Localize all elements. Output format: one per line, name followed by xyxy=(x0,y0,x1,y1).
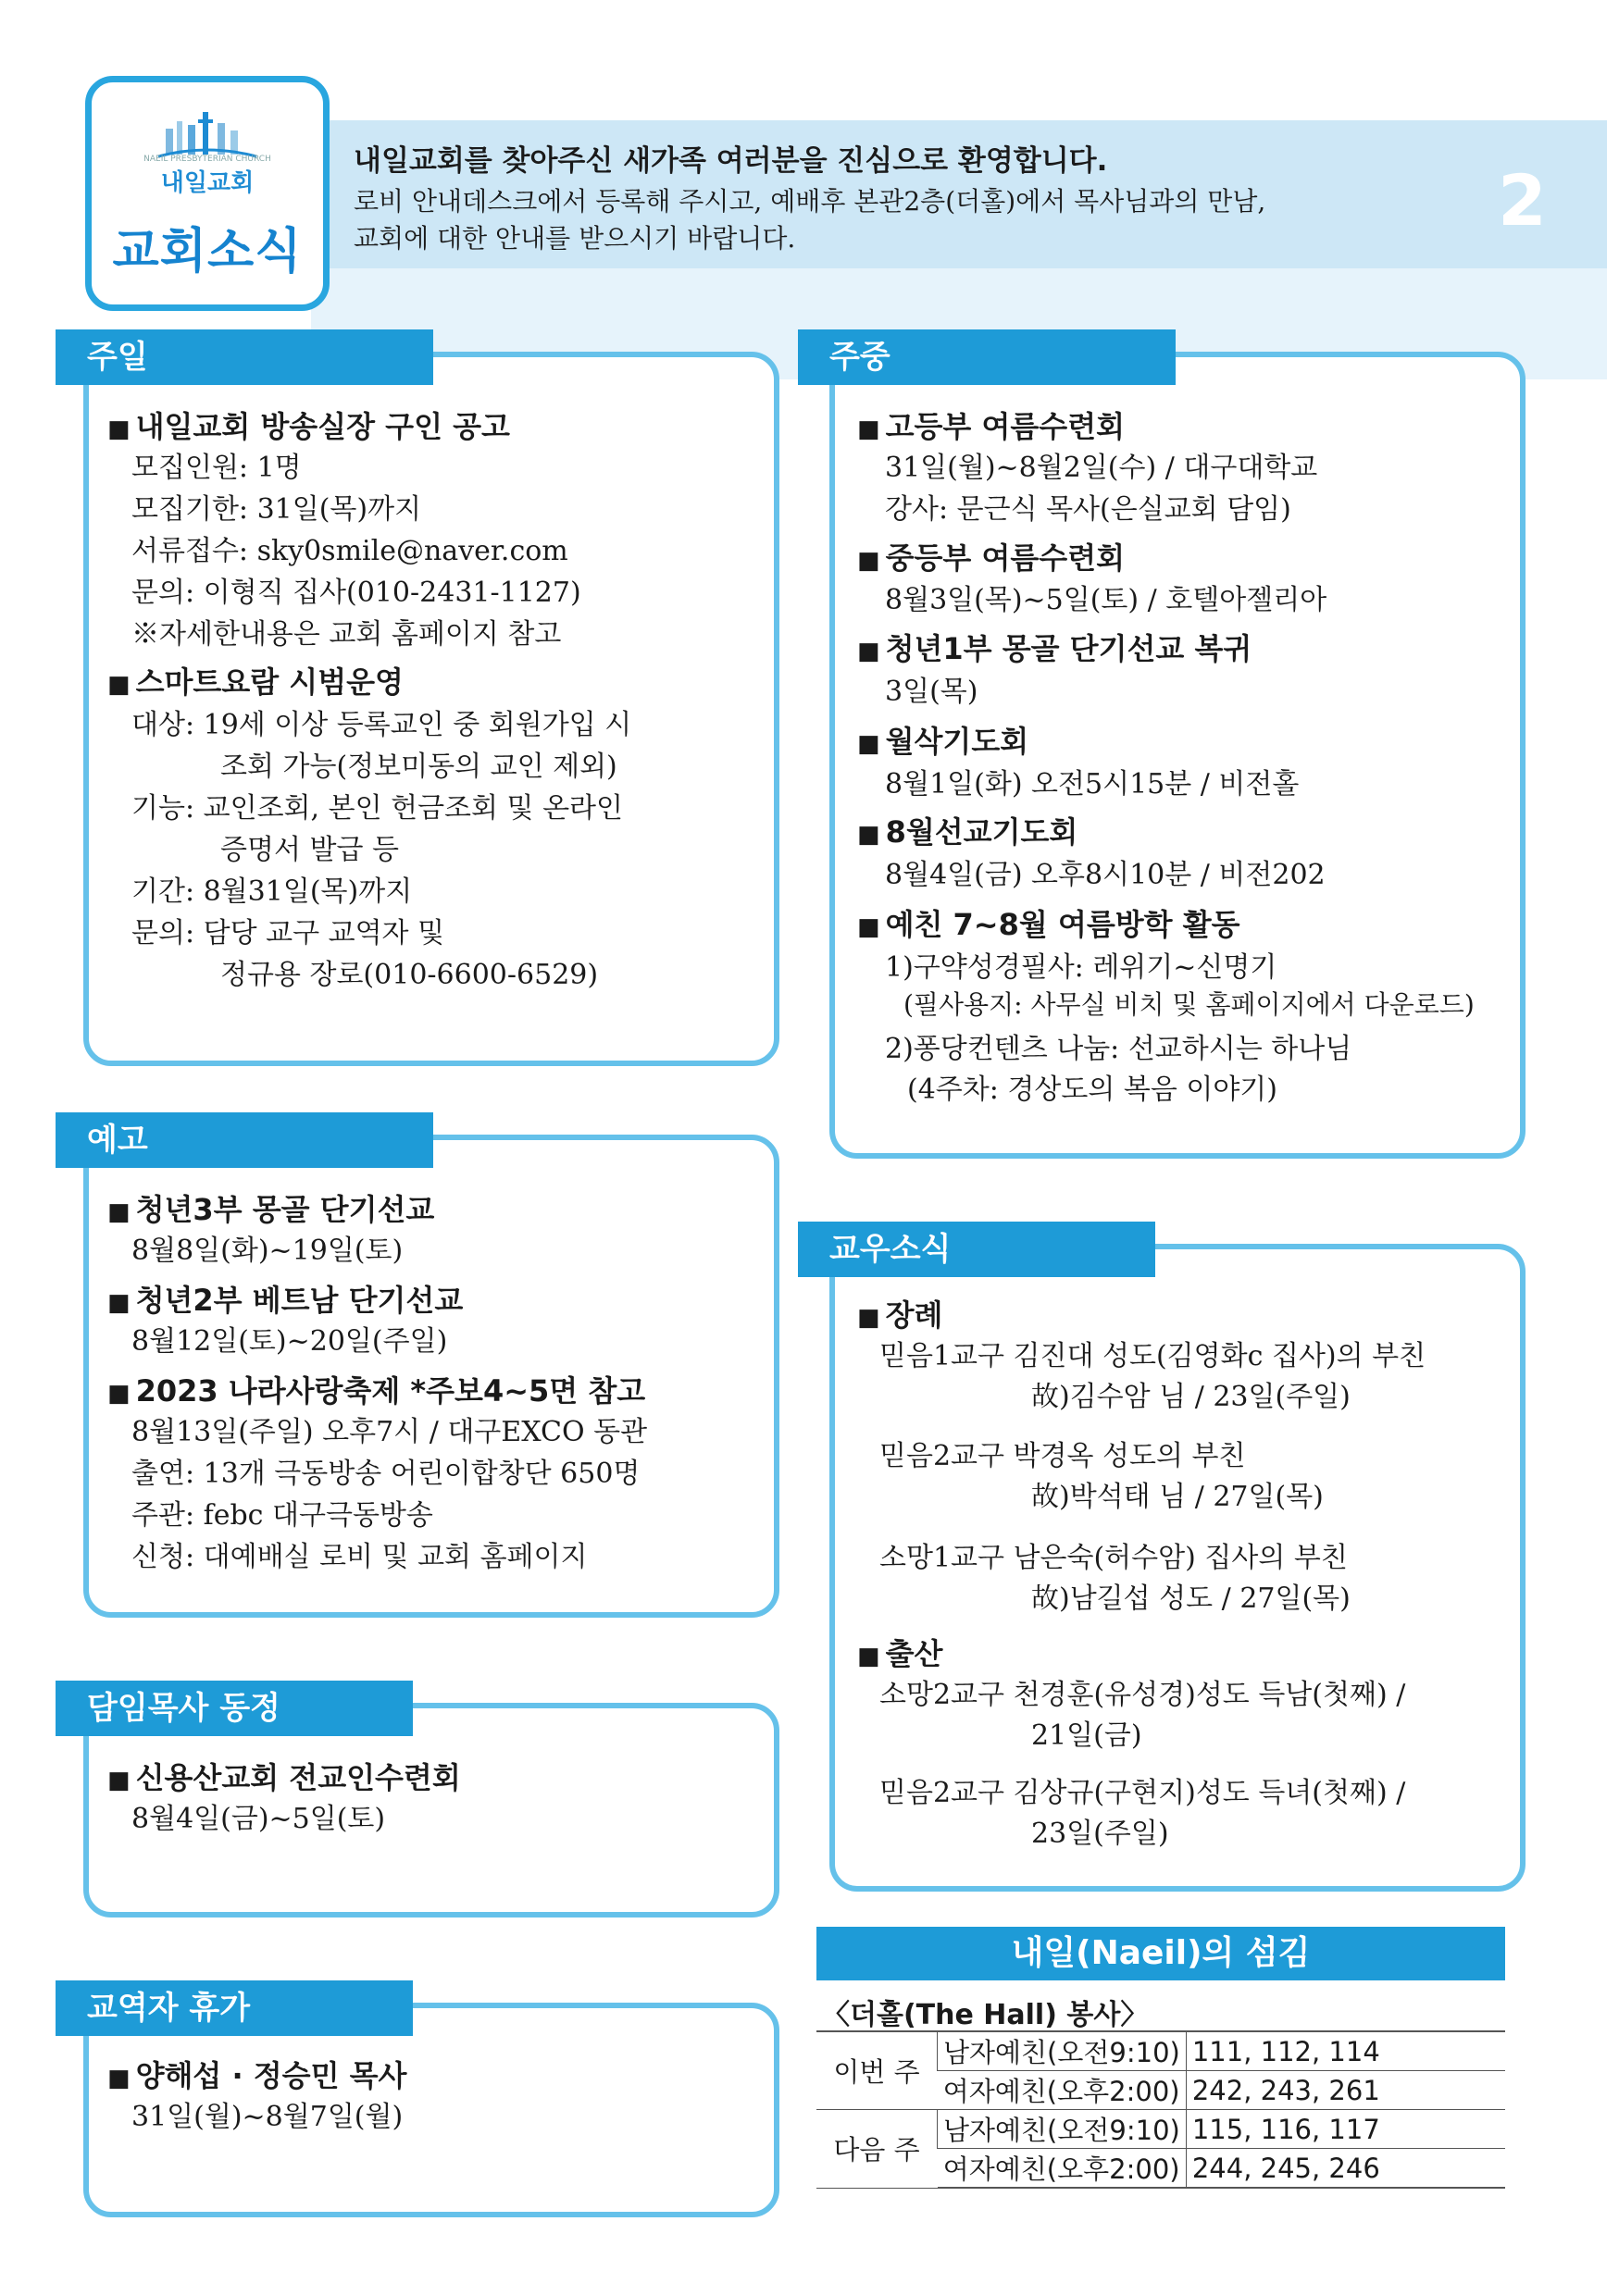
item-line: 8월4일(금) 오후8시10분 / 비전202 xyxy=(885,859,1326,891)
item-title-text: 내일교회 방송실장 구인 공고 xyxy=(135,409,510,444)
item-line: 정규용 장로(010-6600-6529) xyxy=(220,959,599,991)
staff-tab: 교역자 휴가 xyxy=(56,1980,413,2036)
numbers-cell: 244, 245, 246 xyxy=(1186,2149,1505,2189)
square-bullet-icon: ■ xyxy=(107,1198,131,1226)
square-bullet-icon: ■ xyxy=(857,416,880,443)
list-item-title xyxy=(107,659,404,701)
item-line: 기간: 8월31일(목)까지 xyxy=(131,875,413,908)
group-cell: 남자예친(오전9:10) xyxy=(938,2110,1187,2149)
item-line: 믿음2교구 김상규(구현지)성도 득녀(첫째) / xyxy=(879,1777,1406,1809)
pastor-tab: 담임목사 동정 xyxy=(56,1681,413,1736)
item-title-text: 청년3부 몽골 단기선교 xyxy=(135,1192,435,1227)
item-title-text: 청년1부 몽골 단기선교 복귀 xyxy=(885,631,1252,666)
item-line: 1)구약성경필사: 레위기~신명기 xyxy=(885,951,1277,984)
item-line: 증명서 발급 등 xyxy=(220,834,399,866)
item-title-text: 8월선교기도회 xyxy=(885,814,1078,850)
item-line: 8월1일(화) 오전5시15분 / 비전홀 xyxy=(885,768,1300,800)
logo-box xyxy=(85,76,330,311)
item-line: 주관: febc 대구극동방송 xyxy=(131,1499,433,1532)
numbers-cell: 242, 243, 261 xyxy=(1186,2071,1505,2110)
group-cell: 남자예친(오전9:10) xyxy=(938,2031,1187,2071)
square-bullet-icon: ■ xyxy=(857,638,880,665)
week-cell: 이번 주 xyxy=(816,2031,938,2110)
item-line: 대상: 19세 이상 등록교인 중 회원가입 시 xyxy=(131,709,632,741)
item-title-text: 월삭기도회 xyxy=(885,724,1029,759)
table-row xyxy=(816,2031,1505,2071)
logo-english-text: NAEIL PRESBYTERIAN CHURCH xyxy=(143,155,271,164)
item-line: (필사용지: 사무실 비치 및 홈페이지에서 다운로드) xyxy=(903,989,1475,1020)
item-line: 출연: 13개 극동방송 어린이합창단 650명 xyxy=(131,1458,641,1490)
service-header: 내일(Naeil)의 섬김 xyxy=(816,1927,1505,1980)
page-title: 교회소식 xyxy=(112,224,303,279)
square-bullet-icon: ■ xyxy=(107,416,131,443)
item-line: (4주차: 경상도의 복음 이야기) xyxy=(907,1074,1277,1106)
list-item-title xyxy=(107,1186,434,1229)
square-bullet-icon: ■ xyxy=(857,1304,880,1332)
item-line: ※자세한내용은 교회 홈페이지 참고 xyxy=(131,618,562,651)
item-line: 2)퐁당컨텐츠 나눔: 선교하시는 하나님 xyxy=(885,1033,1352,1065)
table-row xyxy=(816,2110,1505,2149)
item-line: 8월8일(화)~19일(토) xyxy=(131,1235,404,1267)
item-line: 8월13일(주일) 오후7시 / 대구EXCO 동관 xyxy=(131,1416,648,1448)
list-item-title xyxy=(857,901,1240,944)
numbers-cell: 111, 112, 114 xyxy=(1186,2031,1505,2071)
list-item-title xyxy=(107,1755,461,1797)
list-item-title xyxy=(107,403,510,446)
item-line: 조회 가능(정보미동의 교인 제외) xyxy=(220,751,617,783)
square-bullet-icon: ■ xyxy=(107,1767,131,1794)
item-line: 믿음2교구 박경옥 성도의 부친 xyxy=(879,1440,1246,1472)
group-cell: 여자예친(오후2:00) xyxy=(938,2149,1187,2189)
square-bullet-icon: ■ xyxy=(857,730,880,758)
square-bullet-icon: ■ xyxy=(107,1289,131,1317)
notice-tab: 예고 xyxy=(56,1112,433,1168)
logo-name: 내일교회 xyxy=(160,169,255,197)
welcome-line: 로비 안내데스크에서 등록해 주시고, 예배후 본관2층(더홀)에서 목사님과의 만남, xyxy=(354,186,1266,217)
list-item-title xyxy=(857,626,1252,668)
list-item-title xyxy=(857,809,1077,851)
list-item-title xyxy=(107,1368,645,1410)
item-line: 신청: 대예배실 로비 및 교회 홈페이지 xyxy=(131,1541,588,1573)
item-title-text: 양해섭 · 정승민 목사 xyxy=(135,2058,407,2093)
item-line: 강사: 문근식 목사(은실교회 담임) xyxy=(885,493,1291,526)
list-item-title xyxy=(107,2053,406,2095)
item-line: 故)김수암 님 / 23일(주일) xyxy=(1031,1381,1351,1413)
members-tab: 교우소식 xyxy=(798,1222,1155,1277)
item-line: 소망1교구 남은숙(허수암) 집사의 부친 xyxy=(879,1542,1348,1574)
service-subtitle: 〈더홀(The Hall) 봉사〉 xyxy=(822,1999,1149,2031)
square-bullet-icon: ■ xyxy=(857,547,880,575)
item-line: 23일(주일) xyxy=(1031,1818,1169,1850)
item-line: 서류접수: sky0smile@naver.com xyxy=(131,535,568,567)
item-line: 8월12일(토)~20일(주일) xyxy=(131,1325,448,1358)
page-number: 2 xyxy=(1498,159,1547,242)
sunday-tab: 주일 xyxy=(56,329,433,385)
list-item-title xyxy=(857,718,1028,761)
item-title-text: 고등부 여름수련회 xyxy=(885,409,1126,444)
item-title-text: 출산 xyxy=(885,1636,943,1671)
square-bullet-icon: ■ xyxy=(857,913,880,941)
square-bullet-icon: ■ xyxy=(107,2065,131,2092)
item-title-text: 스마트요람 시범운영 xyxy=(135,664,404,700)
square-bullet-icon: ■ xyxy=(857,821,880,849)
welcome-line: 교회에 대한 안내를 받으시기 바랍니다. xyxy=(354,223,796,254)
square-bullet-icon: ■ xyxy=(107,671,131,699)
service-table xyxy=(816,2030,1505,2189)
item-line: 문의: 담당 교구 교역자 및 xyxy=(131,917,445,949)
item-title-text: 중등부 여름수련회 xyxy=(885,540,1126,576)
item-title-text: 예친 7~8월 여름방학 활동 xyxy=(885,907,1240,942)
item-line: 21일(금) xyxy=(1031,1719,1142,1752)
square-bullet-icon: ■ xyxy=(107,1380,131,1408)
list-item-title xyxy=(857,1292,942,1334)
item-title-text: 2023 나라사랑축제 *주보4~5면 참고 xyxy=(135,1373,646,1409)
item-line: 기능: 교인조회, 본인 헌금조회 및 온라인 xyxy=(131,792,624,825)
square-bullet-icon: ■ xyxy=(857,1643,880,1670)
list-item-title xyxy=(857,403,1125,446)
numbers-cell: 115, 116, 117 xyxy=(1186,2110,1505,2149)
item-line: 31일(월)~8월7일(월) xyxy=(131,2101,404,2133)
item-line: 소망2교구 천경훈(유성경)성도 득남(첫째) / xyxy=(879,1679,1406,1711)
list-item-title xyxy=(857,1631,942,1673)
welcome-title: 내일교회를 찾아주신 새가족 여러분을 진심으로 환영합니다. xyxy=(354,144,1108,178)
week-cell: 다음 주 xyxy=(816,2110,938,2189)
item-line: 8월3일(목)~5일(토) / 호텔아젤리아 xyxy=(885,584,1327,616)
item-line: 故)남길섭 성도 / 27일(목) xyxy=(1031,1582,1351,1615)
item-line: 모집기한: 31일(목)까지 xyxy=(131,493,422,526)
item-title-text: 장례 xyxy=(885,1297,943,1333)
item-line: 故)박석태 님 / 27일(목) xyxy=(1031,1481,1324,1513)
item-line: 8월4일(금)~5일(토) xyxy=(131,1803,386,1835)
item-line: 3일(목) xyxy=(885,676,978,708)
item-line: 모집인원: 1명 xyxy=(131,452,302,484)
group-cell: 여자예친(오후2:00) xyxy=(938,2071,1187,2110)
list-item-title xyxy=(857,535,1125,577)
list-item-title xyxy=(107,1277,463,1320)
item-title-text: 신용산교회 전교인수련회 xyxy=(135,1760,461,1795)
item-line: 문의: 이형직 집사(010-2431-1127) xyxy=(131,577,581,609)
weekday-tab: 주중 xyxy=(798,329,1176,385)
church-logo-icon xyxy=(156,103,258,158)
item-title-text: 청년2부 베트남 단기선교 xyxy=(135,1283,464,1318)
item-line: 31일(월)~8월2일(수) / 대구대학교 xyxy=(885,452,1318,484)
item-line: 믿음1교구 김진대 성도(김영화c 집사)의 부친 xyxy=(879,1340,1426,1372)
